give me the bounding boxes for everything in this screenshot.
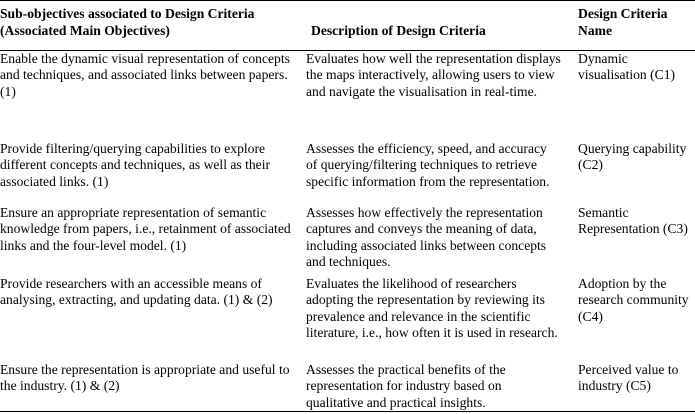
description-cell: Assesses how effectively the representation captures and conveys the meaning of data, including associated links between concepts and techniques. bbox=[306, 205, 547, 270]
criteria-name-cell: Perceived value to industry (C5) bbox=[578, 362, 679, 394]
sub-objective-cell: Provide filtering/querying capabilities to explore different concepts and techniques, as well as their associated links. (1) bbox=[0, 141, 271, 189]
design-criteria-table bbox=[0, 1, 695, 411]
table-row bbox=[0, 46, 695, 136]
description-cell: Assesses the efficiency, speed, and accuracy of querying/filtering techniques to retrieve specific information from the representation. bbox=[306, 141, 550, 189]
sub-objective-cell: Ensure the representation is appropriate and useful to the industry. (1) & (2) bbox=[0, 362, 290, 394]
sub-objective-cell: Provide researchers with an accessible means of analysing, extracting, and updating data. (1) & (2) bbox=[0, 276, 273, 308]
criteria-name-cell: Querying capability (C2) bbox=[578, 141, 687, 173]
description-cell: Assesses the practical benefits of the representation for industry based on qualitative and practical insights. bbox=[306, 362, 506, 410]
header-row bbox=[0, 1, 695, 46]
criteria-name-cell: Dynamic visualisation (C1) bbox=[578, 51, 676, 83]
description-cell: Evaluates how well the representation displays the maps interactively, allowing users to view and navigate the visualisation in real-time. bbox=[306, 51, 561, 99]
table-row bbox=[0, 361, 695, 411]
table-row bbox=[0, 136, 695, 204]
sub-objective-cell: Enable the dynamic visual representation of concepts and techniques, and associated links between papers. (1) bbox=[0, 51, 290, 99]
table-row bbox=[0, 275, 695, 361]
criteria-name-cell: Adoption by the research community (C4) bbox=[578, 276, 689, 324]
table-row bbox=[0, 204, 695, 275]
criteria-name-cell: Semantic Representation (C3) bbox=[578, 205, 688, 237]
header-sub-objectives: Sub-objectives associated to Design Criteria (Associated Main Objectives) bbox=[0, 6, 255, 38]
sub-objective-cell: Ensure an appropriate representation of semantic knowledge from papers, i.e., retainment of associated links and the four-level model. (1) bbox=[0, 205, 291, 253]
header-criteria-name: Design Criteria Name bbox=[578, 6, 668, 38]
header-description: Description of Design Criteria bbox=[311, 23, 486, 38]
description-cell: Evaluates the likelihood of researchers adopting the representation by reviewing its prevalence and relevance in the scientific literature, i.e., how often it is used in research. bbox=[306, 276, 558, 341]
